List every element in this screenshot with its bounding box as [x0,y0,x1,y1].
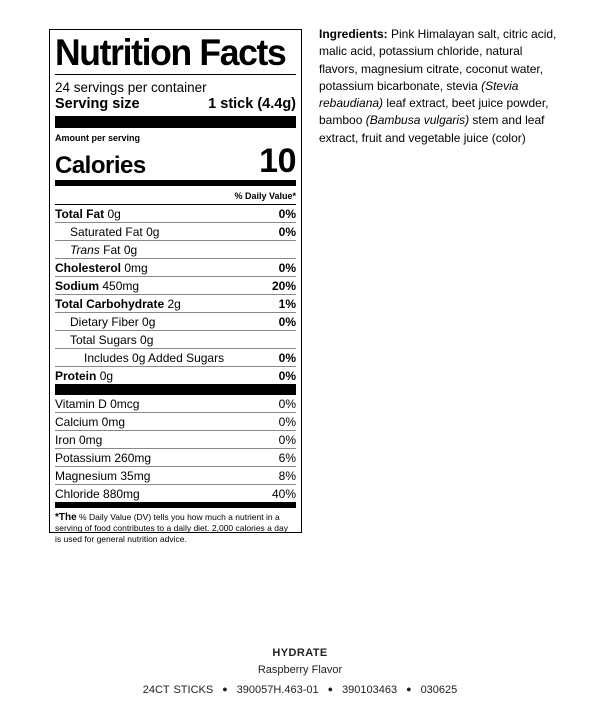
vitamin-dv: 0% [278,396,296,411]
daily-value-footnote [55,508,296,545]
vitamin-text: Magnesium 35mg [55,468,151,483]
servings-per-container: 24 servings per container [55,80,207,95]
nutrient-amount: 0g [107,206,121,221]
ingredients-block [319,26,559,147]
nutrient-name: Saturated Fat [70,224,143,239]
vitamin-text: Potassium 260mg [55,450,152,465]
vitamin-dv: 0% [278,432,296,447]
bullet-icon: ● [327,684,334,694]
vitamin-row-potassium [55,448,296,466]
vitamin-row-calcium [55,412,296,430]
ingredients-text: leaf extract, beet juice powder, bamboo [319,96,549,128]
code-item: 390057H.463-01 [236,684,319,696]
nutrient-dv: 0% [278,206,296,221]
nutrient-amount: 0g [140,332,154,347]
amount-per-serving: Amount per serving [55,133,141,143]
nutrient-dv: 0% [278,314,296,329]
nutrient-amount: 0mg [124,260,148,275]
nutrient-row-trans-fat [55,240,296,258]
code-upc: 390103463 [342,684,398,696]
calories-value: 10 [259,142,296,180]
nutrient-row-total-fat [55,204,296,222]
product-name: HYDRATE [272,647,328,659]
nutrient-row-protein [55,366,296,384]
calories-label: Calories [55,152,146,179]
bullet-icon: ● [406,684,412,694]
bullet-icon: ● [222,684,228,694]
nutrient-row-total-sugars [55,330,296,348]
vitamin-row-chloride [55,484,296,502]
product-footer [0,646,600,698]
divider [55,74,296,75]
vitamin-text: Calcium 0mg [55,414,126,429]
nutrient-row-dietary-fiber [55,312,296,330]
nutrient-row-sodium [55,276,296,294]
nutrient-name: Total Carbohydrate [55,296,165,311]
nutrient-dv: 0% [278,350,296,365]
nutrient-dv: 20% [271,278,296,293]
serving-size-value: 1 stick (4.4g) [208,96,296,112]
nutrient-amount: 0g [142,314,156,329]
nutrient-amount: 0g [99,368,114,383]
nutrient-amount: 0g [146,224,160,239]
nutrition-facts-title: Nutrition Facts [55,32,286,73]
nutrient-amount: 450mg [102,278,140,293]
nutrient-dv: 0% [278,260,296,275]
nutrient-name: Protein [55,368,97,383]
code-count: 24CT STICKS [142,684,214,696]
ingredients-italic-bamboo: (Bambusa vulgaris) [365,113,470,128]
code-date: 030625 [420,684,458,696]
serving-size-label: Serving size [55,96,140,112]
nutrient-dv: 1% [278,296,296,311]
ingredients-text: stem and leaf extract, fruit and vegetable juice (color) [319,113,545,145]
vitamin-row-iron [55,430,296,448]
nutrition-facts-panel [49,29,302,544]
calories-row [55,144,296,178]
footnote-star: *The [55,512,77,523]
nutrient-name: Trans [70,242,100,257]
vitamin-row-vitamin-d [55,395,296,412]
nutrient-name: Total Fat [55,206,105,221]
nutrient-name: Cholesterol [55,260,122,275]
vitamin-dv: 6% [278,450,296,465]
nutrient-row-total-carbohydrate [55,294,296,312]
vitamin-dv: 8% [278,468,296,483]
nutrient-amount: Fat 0g [103,242,138,257]
nutrient-name: Dietary Fiber [70,314,139,329]
thick-divider [55,116,296,128]
ingredients-heading: Ingredients: [319,27,388,41]
nutrient-row-added-sugars [55,348,296,366]
vitamin-dv: 0% [278,414,296,429]
nutrient-name: Includes 0g Added Sugars [84,350,225,365]
vitamin-text: Vitamin D 0mcg [55,396,140,411]
nutrient-row-cholesterol [55,258,296,276]
product-flavor: Raspberry Flavor [257,664,343,676]
nutrient-name: Total Sugars [70,332,137,347]
daily-value-header: % Daily Value* [234,191,296,201]
nutrient-name: Sodium [55,278,99,293]
vitamin-text: Chloride 880mg [55,486,140,501]
nutrient-row-saturated-fat [55,222,296,240]
nutrient-dv: 0% [278,368,296,383]
vitamin-text: Iron 0mg [55,432,103,447]
thick-divider [55,384,296,395]
nutrient-amount: 2g [167,296,181,311]
vitamin-dv: 40% [271,486,296,501]
ingredients-text: Pink Himalayan salt, citric acid, malic acid, potassium chloride, natural flavors, magnesium citrate, coconut water, potassium bicarbonate, stevia [319,27,557,93]
nutrient-dv: 0% [278,224,296,239]
product-codes [0,681,600,698]
ingredients-italic-stevia: (Stevia rebaudiana) [319,78,519,111]
vitamin-row-magnesium [55,466,296,484]
footnote-text: % Daily Value (DV) tells you how much a nutrient in a serving of food contributes to a daily diet. 2,000 calories a day is used for general nutrition advice. [55,512,288,544]
serving-size-row [55,96,296,113]
